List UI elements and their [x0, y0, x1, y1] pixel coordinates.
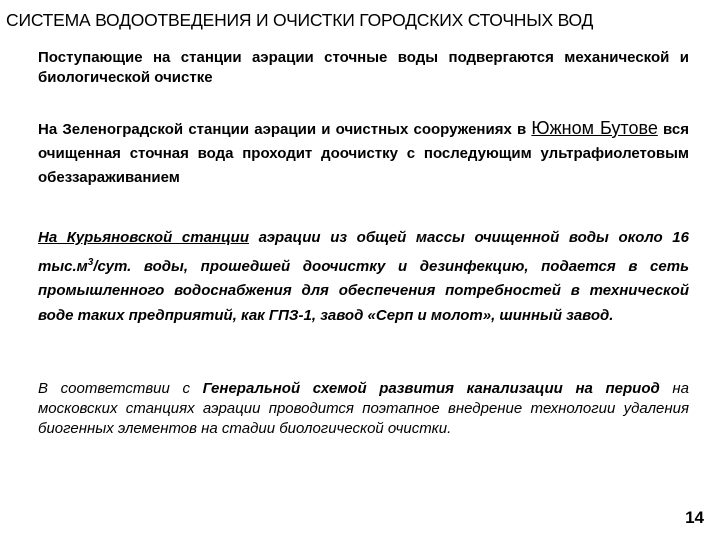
paragraph-zelenograd — [38, 116, 689, 190]
p4-text-c: на московских станциях аэрации проводится поэтапное внедрение технологии удаления биогенных элементов на стадии биологической очистки. — [38, 380, 689, 437]
paragraph-mechanical-biological: Поступающие на станции аэрации сточные воды подвергаются механической и биологической очистке — [38, 49, 689, 86]
yuzhnoe-butovo-link-text: Южном Бутове — [531, 118, 658, 138]
p3-text-c: /сут. воды, прошедшей доочистку и дезинфекцию, подается в сеть промышленного водоснабжения для обеспечения потребностей в технической воде таких предприятий, как ГПЗ-1, завод «Серп и молот», шинный завод. — [38, 257, 689, 324]
cubic-superscript: 3 — [87, 256, 94, 268]
p4-text-a: В соответствии с — [38, 380, 203, 397]
p2-text-c: вся очищенная сточная вода проходит доочистку с последующим ультрафиолетовым обеззараживанием — [38, 121, 689, 186]
slide-title: СИСТЕМА ВОДООТВЕДЕНИЯ И ОЧИСТКИ ГОРОДСКИХ СТОЧНЫХ ВОД — [6, 10, 594, 30]
page-number: 14 — [685, 508, 704, 527]
p2-text-a: На Зеленоградской станции аэрации и очистных сооружениях в — [38, 121, 532, 138]
p3-text-b: аэрации из общей массы очищенной воды около 16 тыс.м — [38, 229, 689, 275]
kuryanovskaya-station-text: На Курьяновской станции — [38, 229, 249, 246]
general-scheme-text: Генеральной схемой развития канализации на период — [202, 380, 660, 397]
paragraph-kuryanovskaya — [38, 226, 689, 328]
paragraph-general-scheme — [38, 379, 689, 439]
